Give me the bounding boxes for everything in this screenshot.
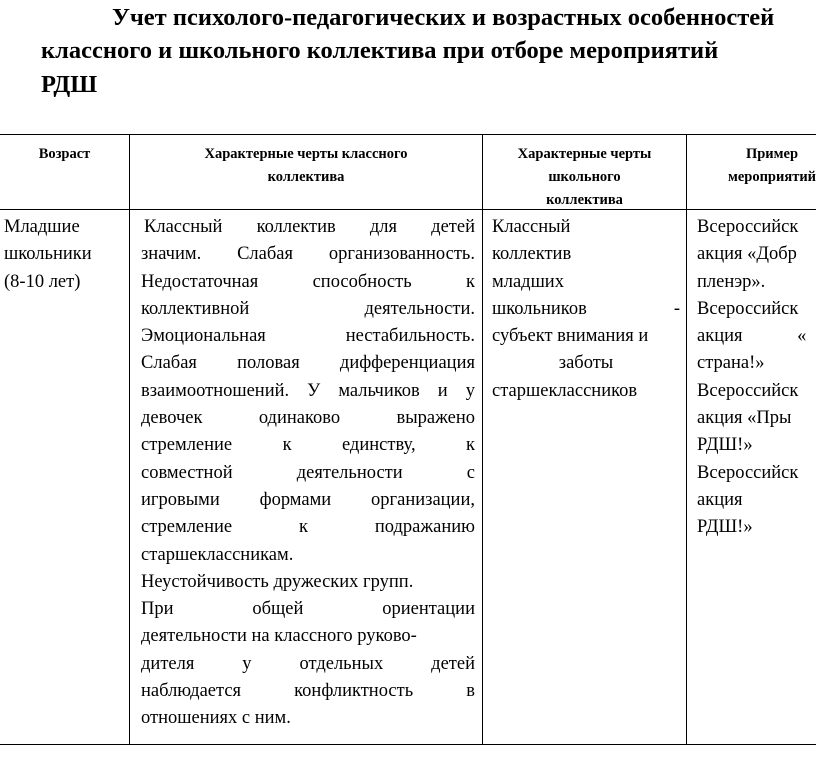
word: Слабая <box>237 244 293 265</box>
class-traits-line <box>141 241 475 268</box>
word: одинаково <box>258 408 341 429</box>
word: дифференциация <box>339 353 475 374</box>
word: половая <box>237 353 300 374</box>
class-traits-line: старшеклассникам. <box>141 544 294 565</box>
word: с <box>466 462 475 483</box>
events-line: Всероссийск <box>697 217 799 237</box>
age-line: (8-10 лет) <box>4 271 81 292</box>
word: способность <box>312 271 412 292</box>
word: детей <box>431 653 475 674</box>
word: совместной <box>141 462 233 483</box>
cell-age <box>4 214 126 296</box>
word: организованность. <box>328 244 475 265</box>
header-age-line: Возраст <box>38 146 91 162</box>
word: ориентации <box>382 599 475 620</box>
table-bottom-border <box>0 744 816 745</box>
word: нестабильность. <box>345 326 475 347</box>
school-traits-line: субъект внимания и <box>492 326 649 347</box>
class-traits-line <box>141 323 475 350</box>
word: конфликтность <box>294 681 414 702</box>
word: значим. <box>141 244 202 265</box>
header-school-traits-line: школьного <box>548 169 621 185</box>
header-school-traits-line: коллектива <box>546 192 623 208</box>
class-traits-line <box>141 651 475 678</box>
header-events-line: Пример <box>745 146 799 162</box>
events-line: пленэр». <box>697 271 766 292</box>
word: Классный <box>144 217 223 237</box>
word: - <box>673 298 680 319</box>
word: к <box>465 271 475 292</box>
word: у <box>242 653 252 674</box>
school-traits-line: старшеклассников <box>492 380 638 401</box>
word: игровыми <box>141 489 220 510</box>
word: коллектив <box>256 217 336 237</box>
word: Эмоциональная <box>141 326 266 347</box>
header-events-line: мероприятий <box>727 169 816 185</box>
cell-events <box>697 214 816 542</box>
word: выражено <box>396 408 475 429</box>
events-line: акция « <box>697 326 807 347</box>
events-line: Всероссийск <box>697 380 799 401</box>
class-traits-line <box>141 378 475 405</box>
age-line: школьники <box>4 244 92 265</box>
word: единству, <box>341 435 416 456</box>
school-traits-line: Классный <box>492 217 571 237</box>
header-school-traits <box>483 143 686 212</box>
header-bottom-border <box>0 209 816 210</box>
column-divider-3 <box>686 134 687 745</box>
events-line: акция <box>697 489 743 510</box>
header-class-traits-line: Характерные черты классного <box>204 146 408 162</box>
word: Недостаточная <box>141 271 259 292</box>
class-traits-line <box>141 487 475 514</box>
word: подражанию <box>374 517 475 538</box>
word: общей <box>252 599 304 620</box>
word: в <box>466 681 475 702</box>
column-divider-2 <box>482 134 483 745</box>
events-line: акция «Добр <box>697 244 797 265</box>
header-school-traits-line: Характерные черты <box>517 146 652 162</box>
class-traits-line <box>141 460 475 487</box>
word: к <box>465 435 475 456</box>
word: девочек <box>141 408 203 429</box>
events-line: страна!» <box>697 353 765 374</box>
column-divider-1 <box>129 134 130 745</box>
word: дителя <box>141 653 195 674</box>
document-title-line-1: Учет психолого-педагогических и возрастных особенностей <box>112 4 775 31</box>
word: мальчиков <box>338 380 420 401</box>
word: наблюдается <box>141 681 242 702</box>
class-traits-line <box>141 432 475 459</box>
word: и <box>437 380 448 401</box>
class-traits-line <box>141 214 475 241</box>
table-top-border <box>0 134 816 135</box>
header-age <box>0 143 129 166</box>
age-line: Младшие <box>4 217 80 237</box>
school-traits-line: заботы <box>558 353 614 374</box>
header-class-traits-line: коллектива <box>267 169 345 185</box>
class-traits-line <box>141 596 475 623</box>
document-title-line-3: РДШ <box>41 71 98 98</box>
class-traits-line <box>141 269 475 296</box>
events-line: РДШ!» <box>697 517 753 538</box>
word: Слабая <box>141 353 197 374</box>
word: отдельных <box>299 653 384 674</box>
header-class-traits <box>130 143 482 189</box>
class-traits-line <box>141 296 475 323</box>
events-line: Всероссийск <box>697 298 799 319</box>
characteristics-table <box>0 134 816 746</box>
school-traits-line: младших <box>492 271 564 292</box>
word: деятельности. <box>364 298 475 319</box>
word: для <box>369 217 398 237</box>
school-traits-line <box>492 296 680 323</box>
class-traits-line <box>141 514 475 541</box>
class-traits-line: деятельности на классного руково- <box>141 626 417 647</box>
class-traits-line: отношениях с ним. <box>141 708 291 729</box>
header-events <box>712 143 816 189</box>
word: у <box>465 380 475 401</box>
word: школьников <box>492 298 587 319</box>
word: организации, <box>371 489 475 510</box>
class-traits-line: Неустойчивость дружеских групп. <box>141 571 414 592</box>
word: стремление <box>141 435 233 456</box>
word: У <box>307 380 321 401</box>
word: коллективной <box>141 298 250 319</box>
word: деятельности <box>296 462 403 483</box>
cell-class-traits <box>141 214 475 733</box>
word: к <box>299 517 309 538</box>
document-title-line-2: классного и школьного коллектива при отборе мероприятий <box>41 37 719 64</box>
events-line: Всероссийск <box>697 462 799 483</box>
class-traits-line <box>141 350 475 377</box>
word: При <box>141 599 174 620</box>
word: стремление <box>141 517 233 538</box>
school-traits-line: коллектив <box>492 244 572 265</box>
word: взаимоотношений. <box>141 380 290 401</box>
class-traits-line <box>141 405 475 432</box>
events-line: РДШ!» <box>697 435 753 456</box>
cell-school-traits <box>492 214 680 405</box>
class-traits-line <box>141 678 475 705</box>
word: формами <box>259 489 332 510</box>
word: детей <box>431 217 475 237</box>
word: к <box>282 435 292 456</box>
events-line: акция «Пры <box>697 408 792 429</box>
